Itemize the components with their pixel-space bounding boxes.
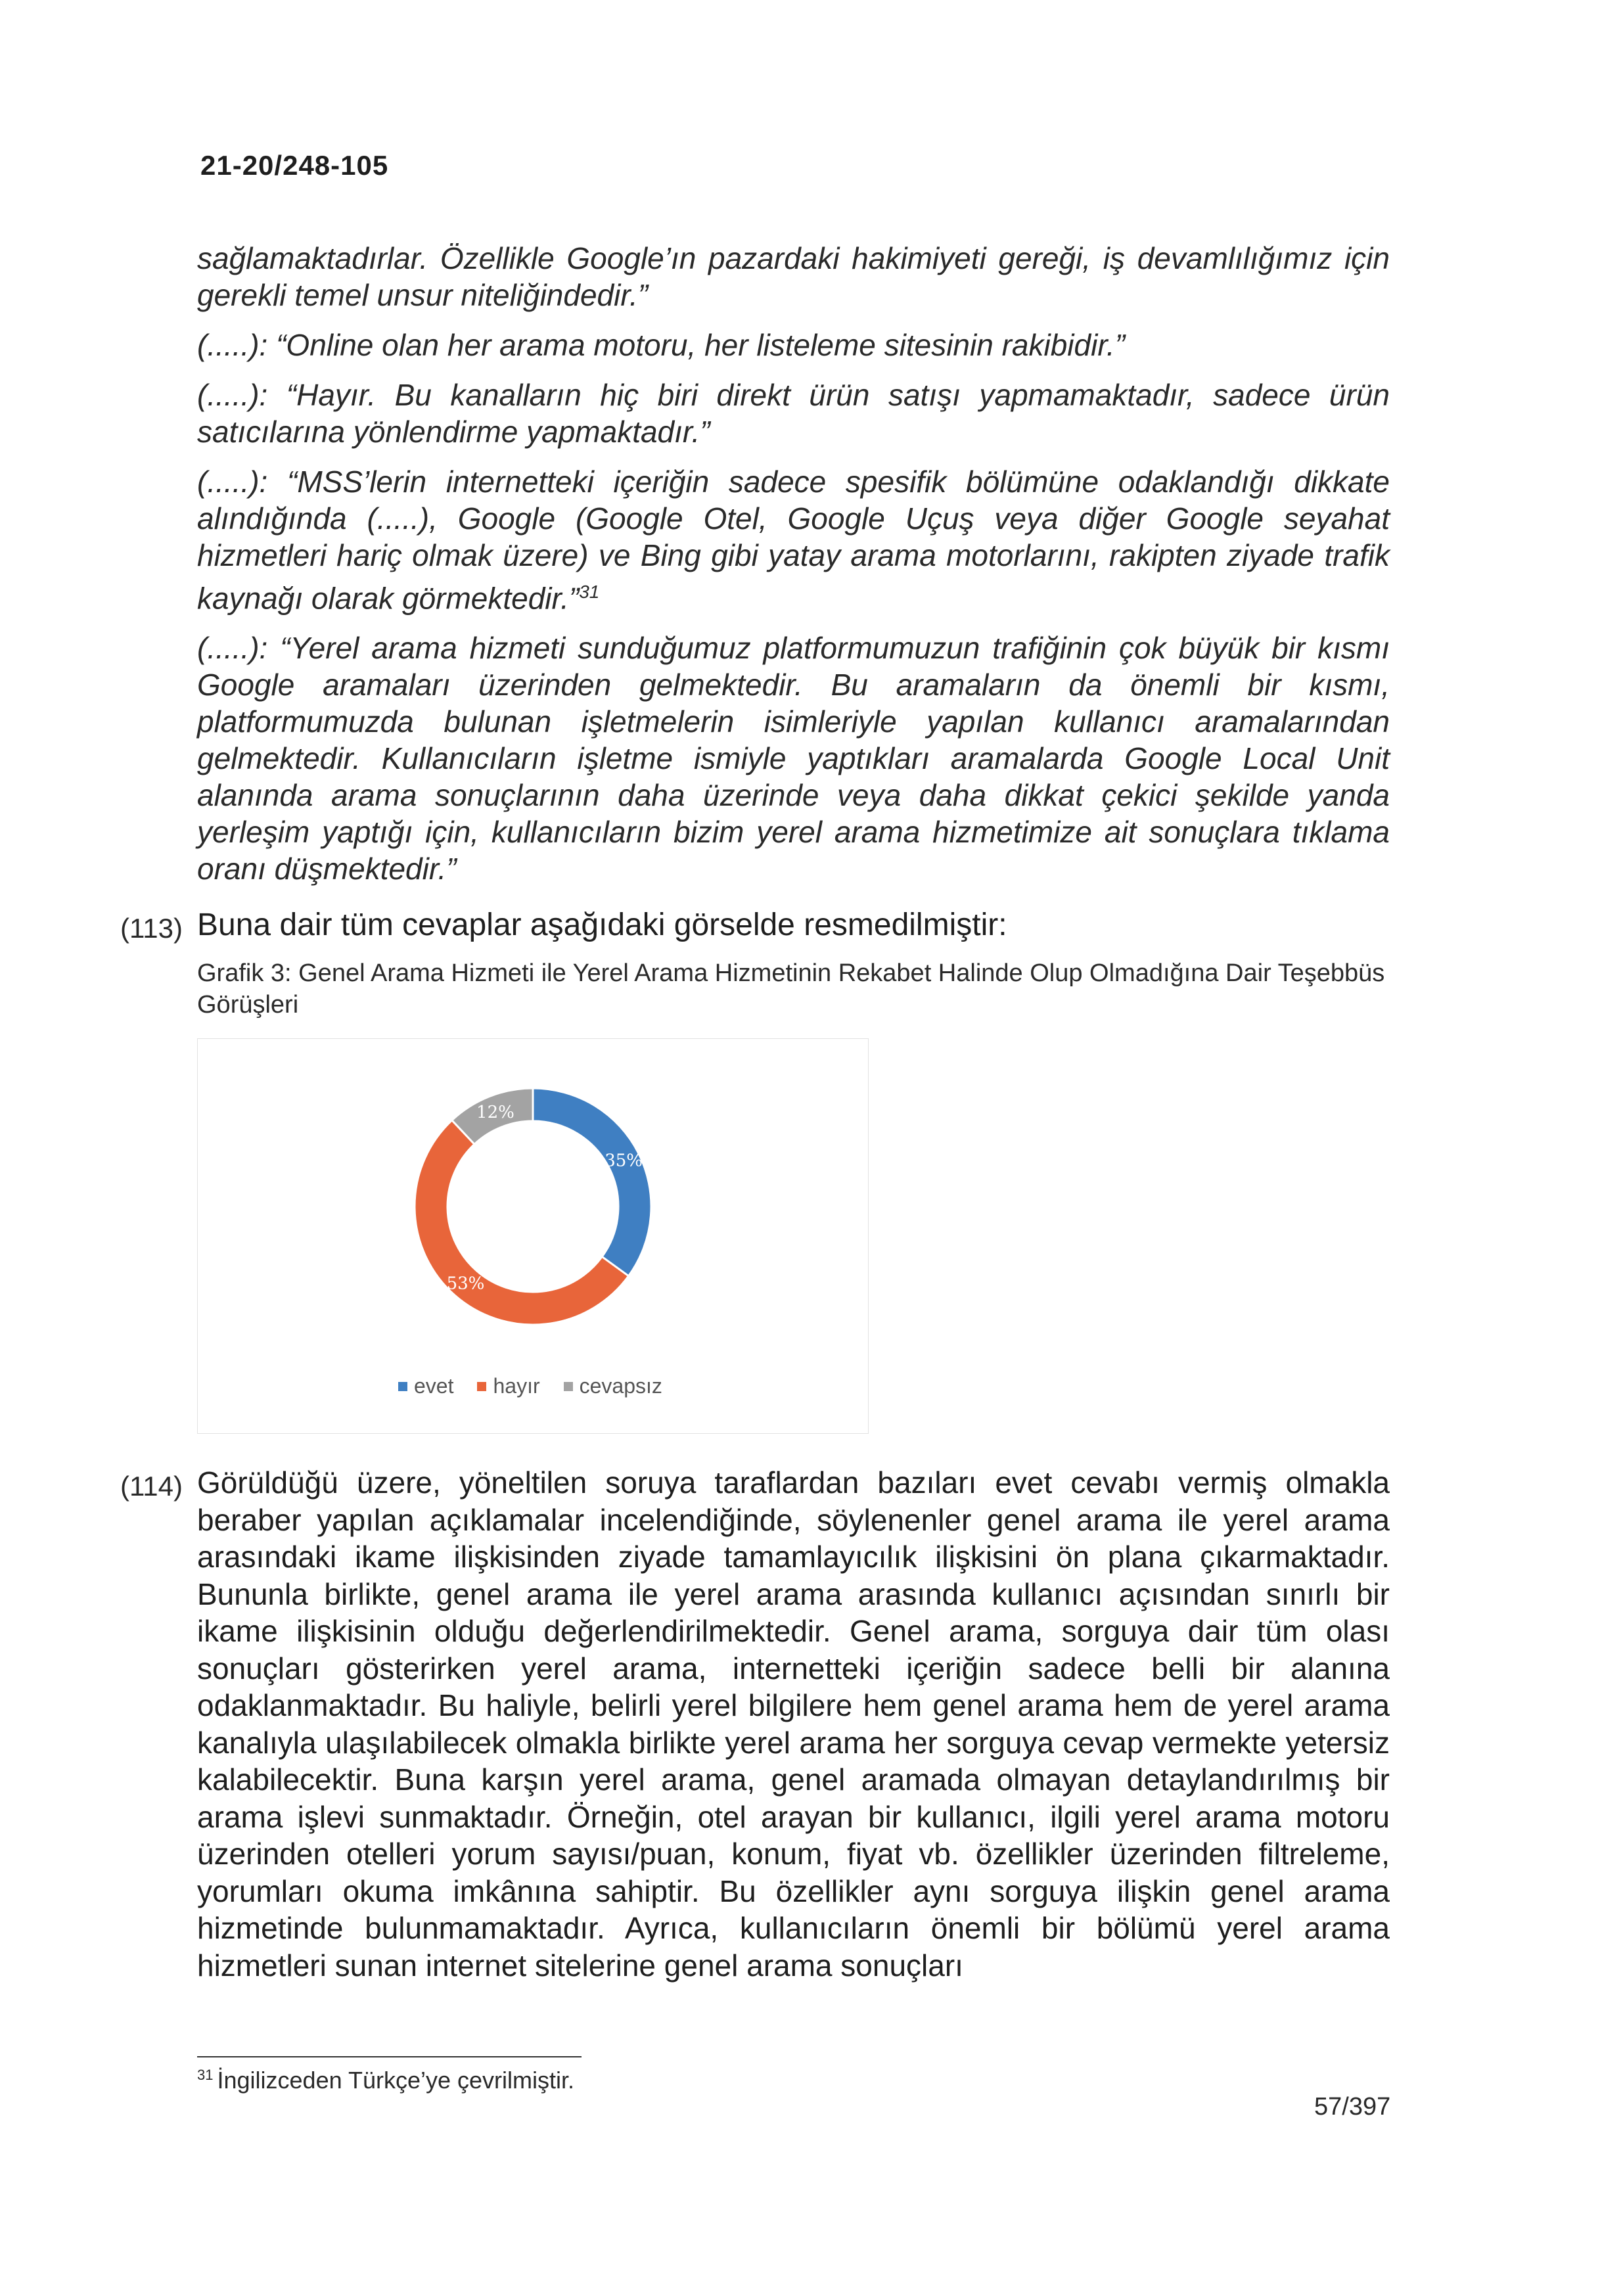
legend-label: evet bbox=[414, 1374, 454, 1398]
quote-paragraph bbox=[197, 377, 1390, 450]
legend-item bbox=[398, 1374, 453, 1398]
quote-text: sağlamaktadırlar. Özellikle Google’ın pazardaki hakimiyeti gereği, iş devamlılığımız için gerekli temel unsur niteliğindedir.” bbox=[197, 241, 1390, 312]
donut-chart bbox=[197, 1038, 869, 1434]
legend-swatch bbox=[477, 1382, 486, 1391]
slice-label: 12% bbox=[476, 1102, 514, 1122]
quote-text: (.....): “Yerel arama hizmeti sunduğumuz platformumuzun trafiğinin çok büyük bir kısmı Google aramaları üzerinden gelmektedir. Bu aramaların da önemli bir kısmı, platformumuzda bulunan işletmelerin isimleriyle yapılan kullanıcı aramalarından gelmektedir. Kullanıcıların işletme ismiyle yaptıkları aramalarda Google Local Unit alanında arama sonuçlarının daha üzerinde veya daha dikkat çekici şekilde yanda yerleşim yaptığı için, kullanıcıların bizim yerel arama hizmetimize ait sonuçlara tıklama oranı düşmektedir.” bbox=[197, 631, 1390, 886]
quote-paragraph bbox=[197, 240, 1390, 313]
footnote bbox=[197, 2067, 574, 2094]
quote-text: (.....): “MSS’lerin internetteki içeriğin sadece spesifik bölümüne odaklandığı dikkate alındığında (.....), Google (Google Otel, Google Uçuş veya diğer Google seyahat hizmetleri hariç olmak üzere) ve Bing gibi yatay arama motorlarını, rakipten ziyade trafik kaynağı olarak görmektedir.” bbox=[197, 465, 1390, 616]
legend-label: hayır bbox=[493, 1374, 540, 1398]
quote-text: (.....): “Hayır. Bu kanalların hiç biri direkt ürün satışı yapmamaktadır, sadece ürün satıcılarına yönlendirme yapmaktadır.” bbox=[197, 378, 1390, 449]
paragraph-text: Buna dair tüm cevaplar aşağıdaki görselde resmedilmiştir: bbox=[197, 907, 1007, 942]
paragraph-text: Görüldüğü üzere, yöneltilen soruya taraflardan bazıları evet cevabı vermiş olmakla beraber yapılan açıklamalar incelendiğinde, söylenenler genel arama ile yerel arama arasındaki ikame ilişkisinden ziyade tamamlayıcılık ilişkisini ön plana çıkarmaktadır. Bununla birlikte, genel arama ile yerel arama arasında kullanıcı açısından sınırlı bir ikame ilişkisinin olduğu değerlendirilmektedir. Genel arama, sorguya dair tüm olası sonuçları gösterirken yerel arama, internetteki içeriğin sadece belli bir alanına odaklanmaktadır. Bu haliyle, belirli yerel bilgilere hem genel arama hem de yerel arama kanalıyla ulaşılabilecek olmakla birlikte yerel arama her sorguya cevap vermekte yetersiz kalabilecektir. Buna karşın yerel arama, genel aramada olmayan detaylandırılmış bir arama işlevi sunmaktadır. Örneğin, otel arayan bir kullanıcı, ilgili yerel arama motoru üzerinden otelleri yorum sayısı/puan, konum, fiyat vb. özellikler üzerinden filtreleme, yorumları okuma imkânına sahiptir. Bu özellikler aynı sorguya ilişkin genel arama hizmetinde bulunmamaktadır. Ayrıca, kullanıcıların önemli bir bölümü yerel arama hizmetleri sunan internet sitelerine genel arama sonuçları bbox=[197, 1465, 1390, 1983]
quote-block bbox=[197, 240, 1390, 900]
page-number: 57/397 bbox=[1314, 2093, 1391, 2121]
chart-legend bbox=[398, 1374, 662, 1398]
legend-item bbox=[564, 1374, 662, 1398]
slice-label: 35% bbox=[605, 1151, 643, 1171]
donut-slice-evet bbox=[533, 1088, 651, 1276]
quote-paragraph bbox=[197, 630, 1390, 887]
footnote-number: 31 bbox=[197, 2067, 214, 2083]
quote-paragraph bbox=[197, 463, 1390, 616]
quote-paragraph bbox=[197, 327, 1390, 363]
legend-swatch bbox=[398, 1382, 407, 1391]
legend-swatch bbox=[564, 1382, 573, 1391]
footnote-divider bbox=[197, 2056, 582, 2057]
legend-label: cevapsız bbox=[579, 1374, 662, 1398]
slice-label: 53% bbox=[446, 1274, 485, 1294]
chart-caption: Grafik 3: Genel Arama Hizmeti ile Yerel Arama Hizmetinin Rekabet Halinde Olup Olmadığına Dair Teşebbüs Görüşleri bbox=[197, 959, 1385, 1019]
footnote-text: İngilizceden Türkçe’ye çevrilmiştir. bbox=[217, 2067, 574, 2094]
legend-item bbox=[477, 1374, 539, 1398]
quote-text: (.....): “Online olan her arama motoru, her listeleme sitesinin rakibidir.” bbox=[197, 328, 1126, 362]
footnote-ref: 31 bbox=[579, 582, 600, 602]
donut-slice-hayır bbox=[415, 1120, 629, 1325]
document-id: 21-20/248-105 bbox=[200, 150, 389, 181]
paragraph-number: (113) bbox=[120, 913, 183, 944]
paragraph-number: (114) bbox=[120, 1471, 183, 1502]
